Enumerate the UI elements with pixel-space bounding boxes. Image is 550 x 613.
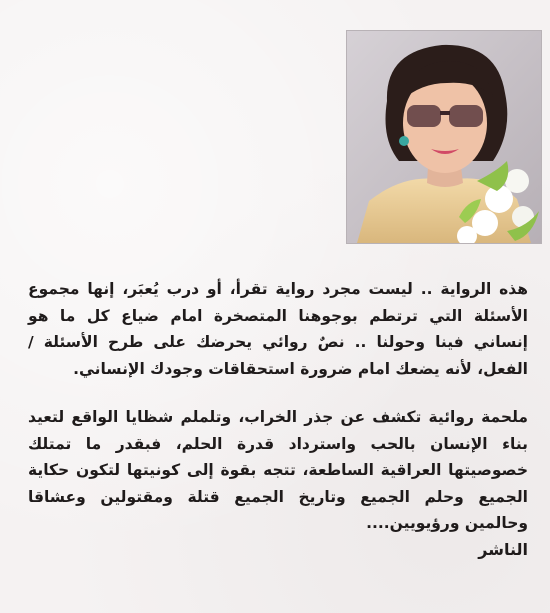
- author-portrait-illustration: [347, 31, 541, 243]
- author-portrait: [346, 30, 542, 244]
- blurb-paragraph-2: ملحمة روائية تكشف عن جذر الخراب، وتلملم شظايا الواقع لتعيد بناء الإنسان بالحب واسترداد قدرة الحلم، فبقدر ما تمتلك خصوصيتها العراقية الساطعة، تتجه بقوة إلى كونيتها لتكون حكاية الجميع وحلم الجميع وتاريخ الجميع قتلة ومقتولين وعشاقا وحالمين ورؤيويين....: [28, 408, 528, 532]
- blurb-paragraph-1: هذه الرواية .. ليست مجرد رواية تقرأ، أو درب يُعبَر، إنها مجموع الأسئلة التي ترتطم بوجوهنا المتصخرة امام ضياع كل ما هو إنساني فينا وحولنا .. نصٌ روائي يحرضك على طرح الأسئلة / الفعل، لأنه يضعك امام ضرورة استحقاقات وجودك الإنساني.: [28, 280, 528, 378]
- publisher-signature: الناشر: [478, 540, 528, 559]
